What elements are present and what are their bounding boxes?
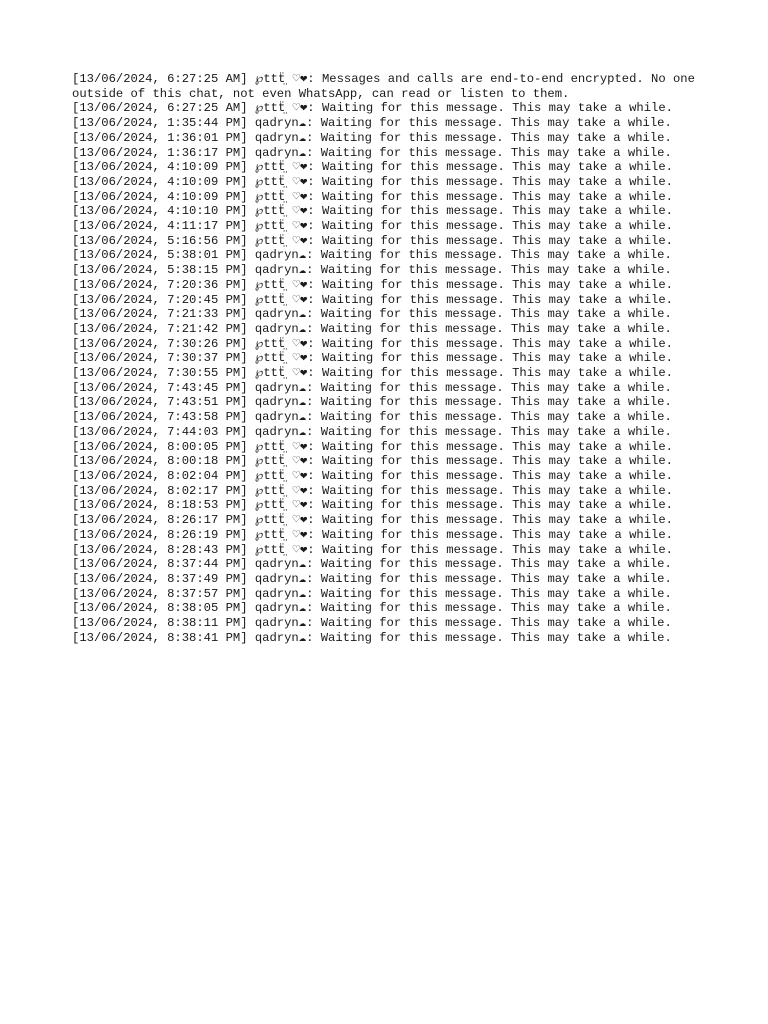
message-sender: qadryn☁ <box>254 601 307 616</box>
message-text: Waiting for this message. This may take a while. <box>321 189 673 204</box>
chat-message: [13/06/2024, 7:30:55 PM] ℘ttẗ̤ ♡❤: Waiting for this message. This may take a while. <box>72 366 673 381</box>
message-timestamp: [13/06/2024, 7:30:37 PM] <box>72 351 248 366</box>
message-timestamp: [13/06/2024, 7:44:03 PM] <box>72 424 248 439</box>
message-text: Waiting for this message. This may take a while. <box>321 454 673 469</box>
message-timestamp: [13/06/2024, 5:16:56 PM] <box>72 233 248 248</box>
message-text: Waiting for this message. This may take a while. <box>320 307 672 322</box>
message-sender: ℘ttẗ̤ ♡❤ <box>254 468 308 483</box>
message-sender: ℘ttẗ̤ ♡❤ <box>254 72 308 86</box>
chat-message: [13/06/2024, 1:36:17 PM] qadryn☁: Waiting for this message. This may take a while. <box>72 145 672 160</box>
chat-message: [13/06/2024, 8:38:11 PM] qadryn☁: Waiting for this message. This may take a while. <box>72 616 672 631</box>
message-timestamp: [13/06/2024, 8:02:17 PM] <box>72 483 248 498</box>
message-text: Waiting for this message. This may take a while. <box>320 321 672 336</box>
chat-message: [13/06/2024, 5:38:01 PM] qadryn☁: Waiting for this message. This may take a while. <box>72 248 672 263</box>
chat-message: [13/06/2024, 7:30:37 PM] ℘ttẗ̤ ♡❤: Waiting for this message. This may take a while. <box>72 351 673 366</box>
chat-message: [13/06/2024, 4:10:10 PM] ℘ttẗ̤ ♡❤: Waiting for this message. This may take a while. <box>72 204 673 219</box>
message-text: Waiting for this message. This may take a while. <box>321 160 673 175</box>
message-timestamp: [13/06/2024, 4:10:09 PM] <box>72 189 248 204</box>
chat-message: [13/06/2024, 7:20:36 PM] ℘ttẗ̤ ♡❤: Waiting for this message. This may take a while. <box>72 277 673 292</box>
message-text: Waiting for this message. This may take a while. <box>320 557 672 572</box>
message-timestamp: [13/06/2024, 4:10:10 PM] <box>72 204 248 219</box>
message-sender: qadryn☁ <box>254 424 307 439</box>
message-sender: ℘ttẗ̤ ♡❤ <box>254 454 308 469</box>
message-text: Waiting for this message. This may take a while. <box>320 130 672 145</box>
chat-message: [13/06/2024, 8:37:44 PM] qadryn☁: Waiting for this message. This may take a while. <box>72 557 672 572</box>
message-text: Waiting for this message. This may take a while. <box>321 542 673 557</box>
message-timestamp: [13/06/2024, 8:37:57 PM] <box>72 586 248 601</box>
chat-message: [13/06/2024, 7:21:42 PM] qadryn☁: Waiting for this message. This may take a while. <box>72 321 672 336</box>
chat-message: [13/06/2024, 8:28:43 PM] ℘ttẗ̤ ♡❤: Waiting for this message. This may take a while. <box>72 542 673 557</box>
message-timestamp: [13/06/2024, 8:26:17 PM] <box>72 513 248 528</box>
chat-message: [13/06/2024, 4:10:09 PM] ℘ttẗ̤ ♡❤: Waiting for this message. This may take a while. <box>72 160 673 175</box>
message-timestamp: [13/06/2024, 8:18:53 PM] <box>72 498 248 513</box>
message-text: Waiting for this message. This may take a while. <box>321 219 673 234</box>
chat-message: [13/06/2024, 8:37:49 PM] qadryn☁: Waiting for this message. This may take a while. <box>72 571 672 586</box>
message-text: Waiting for this message. This may take a while. <box>321 498 673 513</box>
chat-message: [13/06/2024, 7:20:45 PM] ℘ttẗ̤ ♡❤: Waiting for this message. This may take a while. <box>72 292 673 307</box>
message-timestamp: [13/06/2024, 7:21:33 PM] <box>72 307 248 322</box>
message-text: Waiting for this message. This may take a while. <box>320 116 672 131</box>
message-timestamp: [13/06/2024, 8:38:11 PM] <box>72 616 248 631</box>
message-timestamp: [13/06/2024, 4:10:09 PM] <box>72 160 248 175</box>
message-sender: ℘ttẗ̤ ♡❤ <box>254 542 308 557</box>
message-text: Waiting for this message. This may take a while. <box>320 145 672 160</box>
chat-message: [13/06/2024, 1:36:01 PM] qadryn☁: Waiting for this message. This may take a while. <box>72 130 672 145</box>
message-text: Waiting for this message. This may take a while. <box>320 248 672 263</box>
message-sender: qadryn☁ <box>254 380 307 395</box>
message-timestamp: [13/06/2024, 1:36:17 PM] <box>72 145 248 160</box>
message-sender: qadryn☁ <box>254 586 307 601</box>
chat-message: [13/06/2024, 8:00:05 PM] ℘ttẗ̤ ♡❤: Waiting for this message. This may take a while. <box>72 439 673 454</box>
message-sender: qadryn☁ <box>254 410 307 425</box>
message-timestamp: [13/06/2024, 7:43:45 PM] <box>72 380 248 395</box>
message-sender: qadryn☁ <box>254 557 307 572</box>
message-sender: ℘ttẗ̤ ♡❤ <box>254 189 308 204</box>
message-text: Waiting for this message. This may take a while. <box>321 204 673 219</box>
chat-message: [13/06/2024, 8:38:41 PM] qadryn☁: Waiting for this message. This may take a while. <box>72 630 672 645</box>
message-timestamp: [13/06/2024, 8:38:41 PM] <box>72 630 248 645</box>
chat-message: [13/06/2024, 8:18:53 PM] ℘ttẗ̤ ♡❤: Waiting for this message. This may take a while. <box>72 498 673 513</box>
message-text: Waiting for this message. This may take a while. <box>321 439 673 454</box>
message-timestamp: [13/06/2024, 8:26:19 PM] <box>72 527 248 542</box>
message-text: Waiting for this message. This may take a while. <box>320 586 672 601</box>
message-timestamp: [13/06/2024, 6:27:25 AM] <box>72 72 248 86</box>
message-text: Waiting for this message. This may take a while. <box>321 336 673 351</box>
message-timestamp: [13/06/2024, 5:38:15 PM] <box>72 263 248 278</box>
chat-message: [13/06/2024, 7:43:51 PM] qadryn☁: Waiting for this message. This may take a while. <box>72 395 672 410</box>
message-sender: qadryn☁ <box>254 395 307 410</box>
message-timestamp: [13/06/2024, 4:10:09 PM] <box>72 174 248 189</box>
message-text: Waiting for this message. This may take a while. <box>321 351 673 366</box>
message-text: Waiting for this message. This may take a while. <box>320 410 672 425</box>
message-timestamp: [13/06/2024, 7:43:51 PM] <box>72 395 248 410</box>
message-text: Waiting for this message. This may take a while. <box>321 513 673 528</box>
message-sender: ℘ttẗ̤ ♡❤ <box>254 527 308 542</box>
chat-message: [13/06/2024, 7:43:58 PM] qadryn☁: Waiting for this message. This may take a while. <box>72 410 672 425</box>
message-sender: ℘ttẗ̤ ♡❤ <box>254 439 308 454</box>
message-text: Waiting for this message. This may take a while. <box>321 277 673 292</box>
message-sender: ℘ttẗ̤ ♡❤ <box>254 219 308 234</box>
chat-message: [13/06/2024, 5:16:56 PM] ℘ttẗ̤ ♡❤: Waiting for this message. This may take a while. <box>72 233 673 248</box>
message-sender: qadryn☁ <box>254 321 307 336</box>
chat-message: [13/06/2024, 6:27:25 AM] ℘ttẗ̤ ♡❤: Messages and calls are end-to-end encrypted. No one outside of this chat, not even WhatsApp, can read or listen to them. <box>72 72 703 101</box>
message-sender: ℘ttẗ̤ ♡❤ <box>254 204 308 219</box>
message-text: Waiting for this message. This may take a while. <box>320 571 672 586</box>
message-text: Waiting for this message. This may take a while. <box>321 366 673 381</box>
message-text: Waiting for this message. This may take a while. <box>321 101 673 116</box>
chat-message: [13/06/2024, 7:21:33 PM] qadryn☁: Waiting for this message. This may take a while. <box>72 307 672 322</box>
message-text: Waiting for this message. This may take a while. <box>320 616 672 631</box>
message-timestamp: [13/06/2024, 1:36:01 PM] <box>72 130 248 145</box>
message-sender: qadryn☁ <box>254 571 307 586</box>
chat-message: [13/06/2024, 4:10:09 PM] ℘ttẗ̤ ♡❤: Waiting for this message. This may take a while. <box>72 189 673 204</box>
chat-message: [13/06/2024, 8:26:19 PM] ℘ttẗ̤ ♡❤: Waiting for this message. This may take a while. <box>72 527 673 542</box>
message-timestamp: [13/06/2024, 7:30:26 PM] <box>72 336 248 351</box>
message-sender: ℘ttẗ̤ ♡❤ <box>254 277 308 292</box>
message-timestamp: [13/06/2024, 7:20:45 PM] <box>72 292 248 307</box>
message-sender: qadryn☁ <box>254 307 307 322</box>
message-text: Waiting for this message. This may take a while. <box>320 601 672 616</box>
message-text: Waiting for this message. This may take a while. <box>320 263 672 278</box>
message-text: Waiting for this message. This may take a while. <box>321 468 673 483</box>
message-timestamp: [13/06/2024, 8:38:05 PM] <box>72 601 248 616</box>
message-sender: ℘ttẗ̤ ♡❤ <box>254 366 308 381</box>
chat-message: [13/06/2024, 8:02:17 PM] ℘ttẗ̤ ♡❤: Waiting for this message. This may take a while. <box>72 483 673 498</box>
message-sender: qadryn☁ <box>254 263 307 278</box>
message-sender: ℘ttẗ̤ ♡❤ <box>254 483 308 498</box>
message-text: Waiting for this message. This may take a while. <box>321 483 673 498</box>
message-timestamp: [13/06/2024, 8:00:18 PM] <box>72 454 248 469</box>
message-sender: ℘ttẗ̤ ♡❤ <box>254 513 308 528</box>
message-sender: ℘ttẗ̤ ♡❤ <box>254 336 308 351</box>
message-text: Messages and calls are end-to-end encrypted. No one outside of this chat, not even WhatsApp, can read or listen to them. <box>72 72 703 101</box>
message-timestamp: [13/06/2024, 7:30:55 PM] <box>72 366 248 381</box>
message-timestamp: [13/06/2024, 7:43:58 PM] <box>72 410 248 425</box>
chat-message: [13/06/2024, 8:02:04 PM] ℘ttẗ̤ ♡❤: Waiting for this message. This may take a while. <box>72 468 673 483</box>
message-timestamp: [13/06/2024, 8:37:44 PM] <box>72 557 248 572</box>
message-text: Waiting for this message. This may take a while. <box>321 174 673 189</box>
message-timestamp: [13/06/2024, 4:11:17 PM] <box>72 219 248 234</box>
chat-message: [13/06/2024, 8:38:05 PM] qadryn☁: Waiting for this message. This may take a while. <box>72 601 672 616</box>
chat-log <box>72 72 702 645</box>
chat-message: [13/06/2024, 1:35:44 PM] qadryn☁: Waiting for this message. This may take a while. <box>72 116 672 131</box>
message-text: Waiting for this message. This may take a while. <box>320 424 672 439</box>
message-sender: qadryn☁ <box>254 116 307 131</box>
message-text: Waiting for this message. This may take a while. <box>321 292 673 307</box>
chat-message: [13/06/2024, 6:27:25 AM] ℘ttẗ̤ ♡❤: Waiting for this message. This may take a while. <box>72 101 673 116</box>
message-sender: qadryn☁ <box>254 248 307 263</box>
message-text: Waiting for this message. This may take a while. <box>321 233 673 248</box>
message-timestamp: [13/06/2024, 8:00:05 PM] <box>72 439 248 454</box>
message-timestamp: [13/06/2024, 6:27:25 AM] <box>72 101 248 116</box>
chat-message: [13/06/2024, 7:30:26 PM] ℘ttẗ̤ ♡❤: Waiting for this message. This may take a while. <box>72 336 673 351</box>
chat-message: [13/06/2024, 4:10:09 PM] ℘ttẗ̤ ♡❤: Waiting for this message. This may take a while. <box>72 174 673 189</box>
chat-message: [13/06/2024, 8:26:17 PM] ℘ttẗ̤ ♡❤: Waiting for this message. This may take a while. <box>72 513 673 528</box>
message-sender: ℘ttẗ̤ ♡❤ <box>254 351 308 366</box>
message-sender: ℘ttẗ̤ ♡❤ <box>254 292 308 307</box>
message-sender: qadryn☁ <box>254 616 307 631</box>
message-sender: ℘ttẗ̤ ♡❤ <box>254 233 308 248</box>
message-sender: qadryn☁ <box>254 630 307 645</box>
message-sender: ℘ttẗ̤ ♡❤ <box>254 101 308 116</box>
chat-message: [13/06/2024, 8:00:18 PM] ℘ttẗ̤ ♡❤: Waiting for this message. This may take a while. <box>72 454 673 469</box>
message-text: Waiting for this message. This may take a while. <box>320 380 672 395</box>
message-sender: ℘ttẗ̤ ♡❤ <box>254 498 308 513</box>
message-timestamp: [13/06/2024, 8:37:49 PM] <box>72 571 248 586</box>
chat-message: [13/06/2024, 8:37:57 PM] qadryn☁: Waiting for this message. This may take a while. <box>72 586 672 601</box>
chat-message: [13/06/2024, 7:43:45 PM] qadryn☁: Waiting for this message. This may take a while. <box>72 380 672 395</box>
message-timestamp: [13/06/2024, 1:35:44 PM] <box>72 116 248 131</box>
message-timestamp: [13/06/2024, 8:28:43 PM] <box>72 542 248 557</box>
message-sender: qadryn☁ <box>254 145 307 160</box>
message-timestamp: [13/06/2024, 5:38:01 PM] <box>72 248 248 263</box>
message-timestamp: [13/06/2024, 7:21:42 PM] <box>72 321 248 336</box>
message-sender: ℘ttẗ̤ ♡❤ <box>254 174 308 189</box>
message-timestamp: [13/06/2024, 7:20:36 PM] <box>72 277 248 292</box>
message-text: Waiting for this message. This may take a while. <box>320 395 672 410</box>
chat-message: [13/06/2024, 4:11:17 PM] ℘ttẗ̤ ♡❤: Waiting for this message. This may take a while. <box>72 219 673 234</box>
message-sender: qadryn☁ <box>254 130 307 145</box>
message-timestamp: [13/06/2024, 8:02:04 PM] <box>72 468 248 483</box>
chat-message: [13/06/2024, 5:38:15 PM] qadryn☁: Waiting for this message. This may take a while. <box>72 263 672 278</box>
chat-message: [13/06/2024, 7:44:03 PM] qadryn☁: Waiting for this message. This may take a while. <box>72 424 672 439</box>
message-sender: ℘ttẗ̤ ♡❤ <box>254 160 308 175</box>
message-text: Waiting for this message. This may take a while. <box>320 630 672 645</box>
message-text: Waiting for this message. This may take a while. <box>321 527 673 542</box>
